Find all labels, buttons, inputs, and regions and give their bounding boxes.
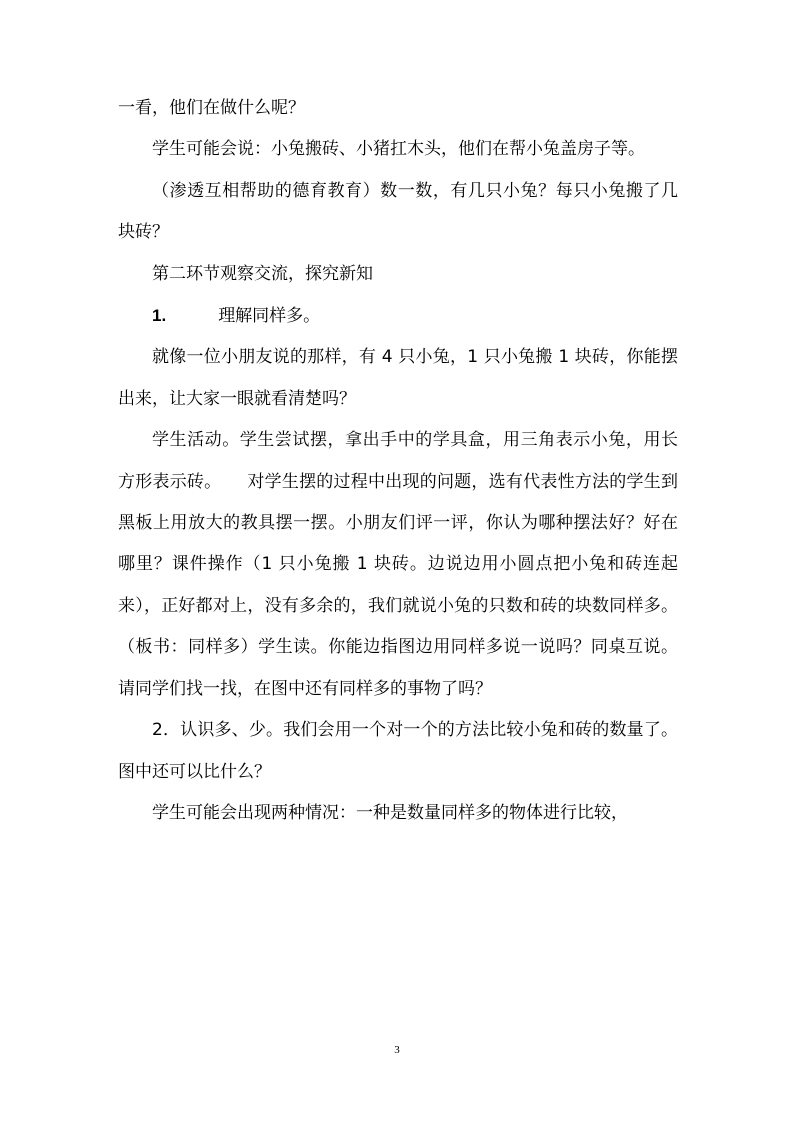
paragraph-more-less: 2．认识多、少。我们会用一个对一个的方法比较小兔和砖的数量了。图中还可以比什么？ bbox=[118, 720, 678, 782]
paragraph-intro-question: 一看，他们在做什么呢？ bbox=[118, 98, 305, 118]
paragraph-moral-education: （渗透互相帮助的德育教育）数一数，有几只小兔？每只小兔搬了几块砖？ bbox=[118, 180, 678, 243]
paragraph-two-cases: 学生可能会出现两种情况：一种是数量同样多的物体进行比较， bbox=[152, 802, 628, 823]
paragraph-student-answer: 学生可能会说：小兔搬砖、小猪扛木头，他们在帮小兔盖房子等。 bbox=[152, 139, 645, 160]
subheading-text: 理解同样多。 bbox=[218, 306, 321, 327]
list-number: 1. bbox=[152, 306, 167, 326]
paragraph-rabbit-bricks: 就像一位小朋友说的那样，有 4 只小兔，1 只小兔搬 1 块砖，你能摆出来，让大家一眼就看清楚吗？ bbox=[118, 347, 678, 409]
subheading-same-amount bbox=[118, 295, 678, 337]
document-body bbox=[118, 88, 678, 834]
section-heading-stage-two: 第二环节观察交流，探究新知 bbox=[152, 263, 373, 284]
page-number: 3 bbox=[394, 1044, 400, 1056]
paragraph-student-activity: 学生活动。学生尝试摆，拿出手中的学具盒，用三角表示小兔，用长方形表示砖。 对学生摆的过程中出现的问题，选有代表性方法的学生到黑板上用放大的教具摆一摆。小朋友们评一评，你认为哪种摆法好？好在哪里？课件操作（1 只小兔搬 1 块砖。边说边用小圆点把小兔和砖连起来），正好都对上，没有多余的，我们就说小兔的只数和砖的块数同样多。（板书：同样多）学生读。你能边指图边用同样多说一说吗？同桌互说。请同学们找一找，在图中还有同样多的事物了吗？ bbox=[118, 430, 678, 699]
